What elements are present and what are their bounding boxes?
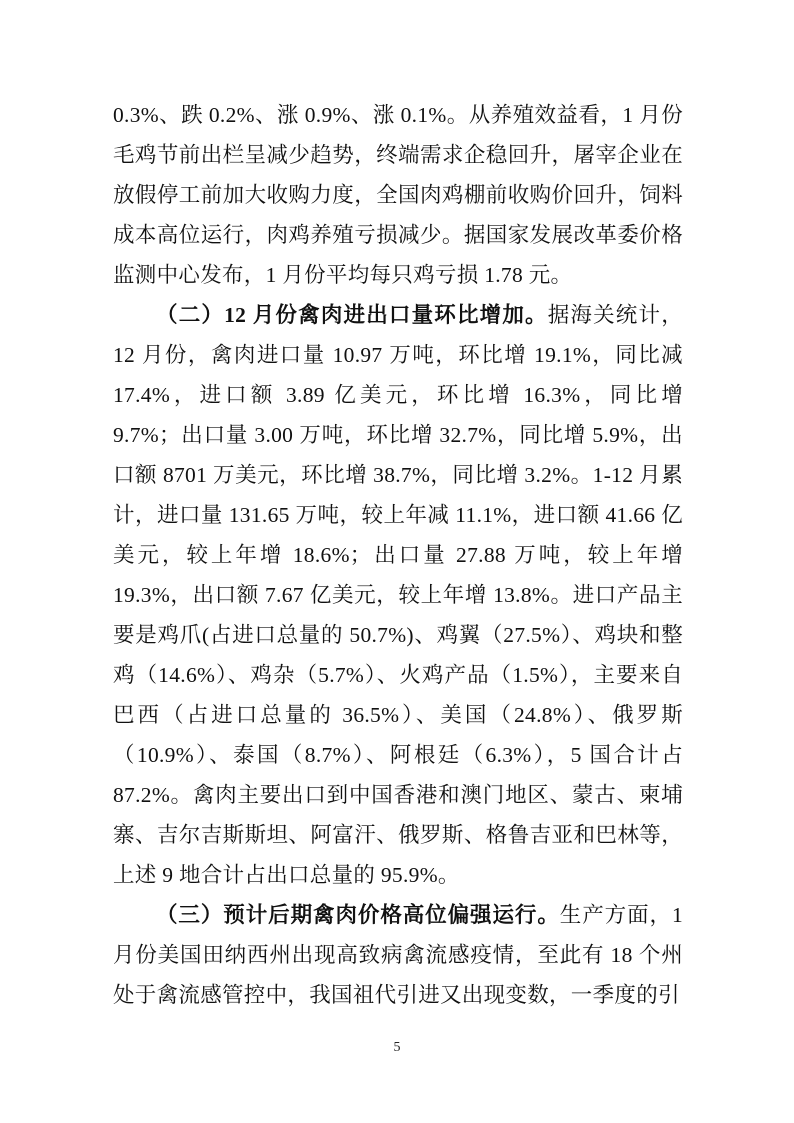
paragraph [113,95,683,295]
paragraph [113,895,683,1015]
paragraph-text: 据海关统计，12 月份，禽肉进口量 10.97 万吨，环比增 19.1%，同比减 17.4%，进口额 3.89 亿美元，环比增 16.3%，同比增 9.7%；出口量 3.00 万吨，环比增 32.7%，同比增 5.9%，出口额 8701 万美元，环比增 38.7%，同比增 3.2%。1-12 月累计，进口量 131.65 万吨，较上年减 11.1%，进口额 41.66 亿美元，较上年增 18.6%；出口量 27.88 万吨，较上年增 19.3%，出口额 7.67 亿美元，较上年增 13.8%。进口产品主要是鸡爪(占进口总量的 50.7%)、鸡翼（27.5%）、鸡块和整鸡（14.6%）、鸡杂（5.7%）、火鸡产品（1.5%），主要来自巴西（占进口总量的 36.5%）、美国（24.8%）、俄罗斯（10.9%）、泰国（8.7%）、阿根廷（6.3%），5 国合计占 87.2%。禽肉主要出口到中国香港和澳门地区、蒙古、柬埔寨、吉尔吉斯斯坦、阿富汗、俄罗斯、格鲁吉亚和巴林等，上述 9 地合计占出口总量的 95.9%。 [113,303,683,887]
page-number: 5 [393,1040,401,1055]
paragraph-heading: （二）12 月份禽肉进出口量环比增加。 [156,303,548,327]
paragraph-text: 生产方面，1 月份美国田纳西州出现高致病禽流感疫情，至此有 18 个州处于禽流感管控中，我国祖代引进又出现变数，一季度的引 [113,903,683,1007]
document-body [113,95,683,1015]
paragraph-text: 0.3%、跌 0.2%、涨 0.9%、涨 0.1%。从养殖效益看，1 月份毛鸡节前出栏呈减少趋势，终端需求企稳回升，屠宰企业在放假停工前加大收购力度，全国肉鸡棚前收购价回升，饲料成本高位运行，肉鸡养殖亏损减少。据国家发展改革委价格监测中心发布，1 月份平均每只鸡亏损 1.78 元。 [113,103,683,287]
paragraph-heading: （三）预计后期禽肉价格高位偏强运行。 [156,903,560,927]
paragraph [113,295,683,895]
